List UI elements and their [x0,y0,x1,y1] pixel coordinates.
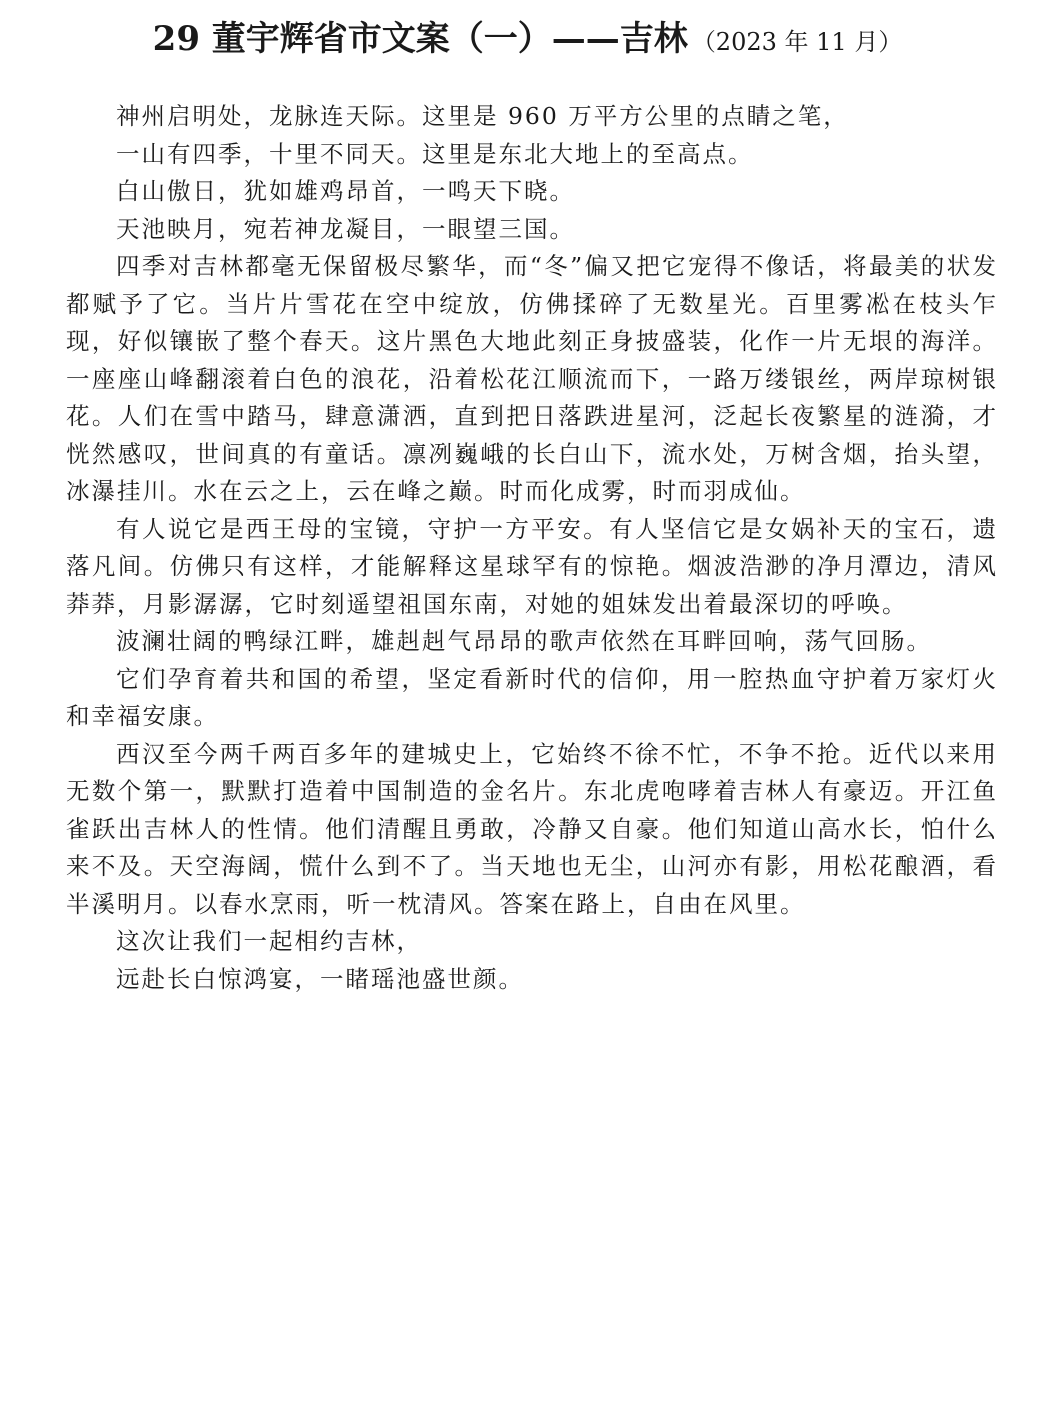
title-date: （2023 年 11 月） [691,28,903,56]
paragraph-6: 有人说它是西王母的宝镜，守护一方平安。有人坚信它是女娲补天的宝石，遗落凡间。仿佛只有这样，才能解释这星球罕有的惊艳。烟波浩渺的净月潭边，清风莽莽，月影潺潺，它时刻遥望祖国东南，对她的姐妹发出着最深切的呼唤。 [66,514,998,618]
paragraph-9: 西汉至今两千两百多年的建城史上，它始终不徐不忙，不争不抢。近代以来用无数个第一，默默打造着中国制造的金名片。东北虎咆哮着吉林人有豪迈。开江鱼雀跃出吉林人的性情。他们清醒且勇敢，冷静又自豪。他们知道山高水长，怕什么来不及。天空海阔，慌什么到不了。当天地也无尘，山河亦有影，用松花酿酒，看半溪明月。以春水烹雨，听一枕清风。答案在路上，自由在风里。 [66,739,998,918]
paragraph-7: 波澜壮阔的鸭绿江畔，雄赳赳气昂昂的歌声依然在耳畔回响，荡气回肠。 [116,627,932,655]
title-main: 29 董宇辉省市文案（一）——吉林 [152,19,688,59]
paragraph-1: 神州启明处，龙脉连天际。这里是 960 万平方公里的点睛之笔， [116,102,849,130]
paragraph-10: 这次让我们一起相约吉林， [116,927,422,955]
paragraph-2: 一山有四季，十里不同天。这里是东北大地上的至高点。 [116,139,754,168]
page-title [0,16,1055,68]
paragraph-5: 四季对吉林都毫无保留极尽繁华，而“冬”偏又把它宠得不像话，将最美的状发都赋予了它。当片片雪花在空中绽放，仿佛揉碎了无数星光。百里雾凇在枝头乍现，好似镶嵌了整个春天。这片黑色大地此刻正身披盛装，化作一片无垠的海洋。一座座山峰翻滚着白色的浪花，沿着松花江顺流而下，一路万缕银丝，两岸琼树银花。人们在雪中踏马，肆意潇洒，直到把日落跌进星河，泛起长夜繁星的涟漪，才恍然感叹，世间真的有童话。凛冽巍峨的长白山下，流水处，万树含烟，抬头望，冰瀑挂川。水在云之上，云在峰之巅。时而化成雾，时而羽成仙。 [66,252,998,505]
body-text [66,98,998,998]
paragraph-4: 天池映月，宛若神龙凝目，一眼望三国。 [116,214,575,243]
paragraph-8: 它们孕育着共和国的希望，坚定看新时代的信仰，用一腔热血守护着万家灯火和幸福安康。 [66,664,998,730]
paragraph-3: 白山傲日，犹如雄鸡昂首，一鸣天下晓。 [116,177,575,205]
paragraph-11: 远赴长白惊鸿宴，一睹瑶池盛世颜。 [116,964,524,993]
